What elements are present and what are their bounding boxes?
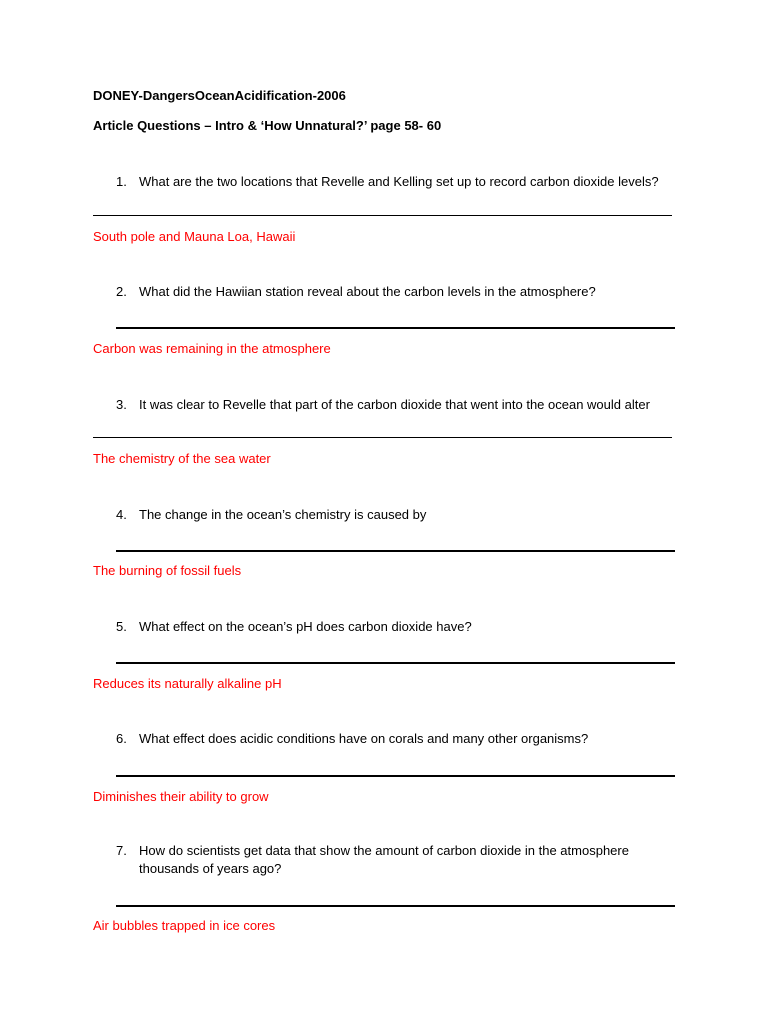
answer-4: The burning of fossil fuels — [93, 563, 242, 578]
question-6 — [116, 730, 676, 748]
question-text: What did the Hawiian station reveal about the carbon levels in the atmosphere? — [139, 284, 596, 299]
answer-line-6 — [116, 775, 675, 777]
question-7 — [116, 842, 656, 878]
question-number: 3. — [116, 397, 127, 412]
question-2 — [116, 283, 676, 301]
answer-1: South pole and Mauna Loa, Hawaii — [93, 229, 296, 244]
question-number: 6. — [116, 731, 127, 746]
question-3 — [116, 396, 676, 414]
question-5 — [116, 618, 676, 636]
question-number: 2. — [116, 284, 127, 299]
question-text: What are the two locations that Revelle and Kelling set up to record carbon dioxide levels? — [139, 174, 659, 189]
question-4 — [116, 506, 676, 524]
answer-line-1 — [93, 215, 672, 216]
question-number: 5. — [116, 619, 127, 634]
document-title: DONEY-DangersOceanAcidification-2006 — [93, 88, 346, 103]
question-text: How do scientists get data that show the amount of carbon dioxide in the atmosphere thousands of years ago? — [139, 843, 629, 876]
answer-2: Carbon was remaining in the atmosphere — [93, 341, 331, 356]
question-text: What effect does acidic conditions have on corals and many other organisms? — [139, 731, 589, 746]
answer-line-2 — [116, 327, 675, 329]
question-number: 4. — [116, 507, 127, 522]
question-text: It was clear to Revelle that part of the carbon dioxide that went into the ocean would alter — [139, 397, 650, 412]
answer-line-5 — [116, 662, 675, 664]
question-text: What effect on the ocean’s pH does carbon dioxide have? — [139, 619, 472, 634]
question-1 — [116, 173, 676, 191]
answer-5: Reduces its naturally alkaline pH — [93, 676, 282, 691]
answer-line-7 — [116, 905, 675, 907]
answer-line-3 — [93, 437, 672, 438]
answer-6: Diminishes their ability to grow — [93, 789, 269, 804]
answer-line-4 — [116, 550, 675, 552]
question-number: 7. — [116, 843, 127, 858]
answer-3: The chemistry of the sea water — [93, 451, 271, 466]
document-subtitle: Article Questions – Intro & ‘How Unnatural?’ page 58- 60 — [93, 118, 442, 133]
answer-7: Air bubbles trapped in ice cores — [93, 918, 276, 933]
question-number: 1. — [116, 174, 127, 189]
question-text: The change in the ocean’s chemistry is caused by — [139, 507, 427, 522]
